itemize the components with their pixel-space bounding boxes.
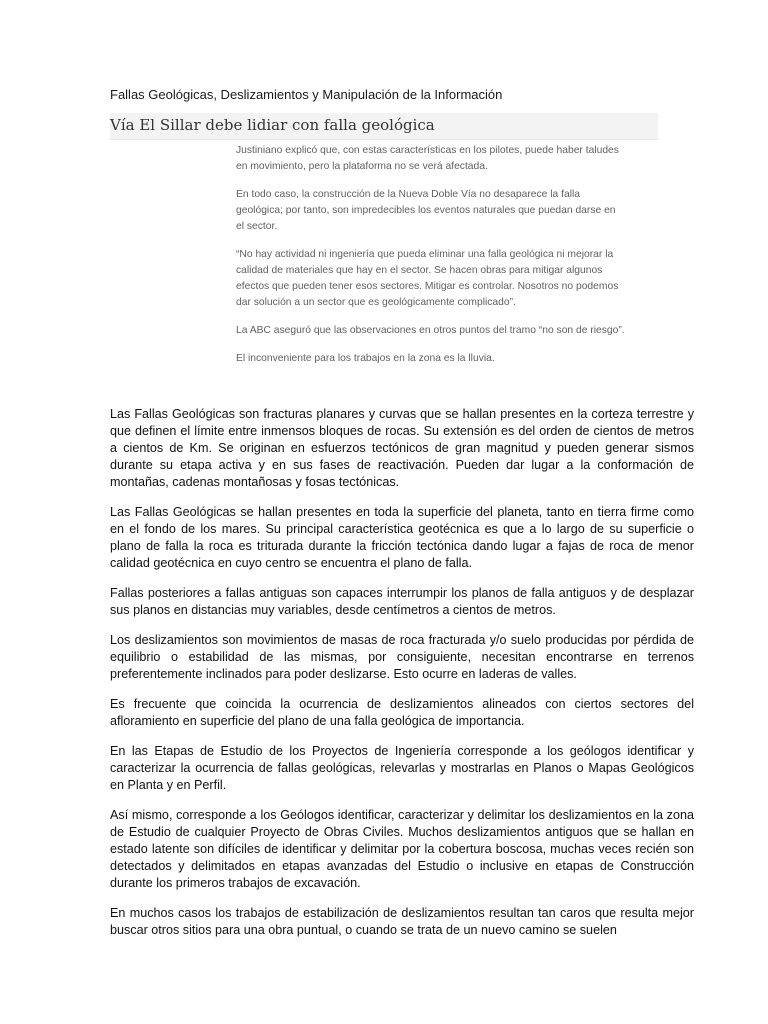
clipping-paragraph: En todo caso, la construcción de la Nueva Doble Vía no desaparece la falla geológica; por tanto, son impredecibles los eventos naturales que puedan darse en el sector. — [236, 189, 616, 232]
clipping-paragraph: “No hay actividad ni ingeniería que pueda eliminar una falla geológica ni mejorar la calidad de materiales que hay en el sector. Se hacen obras para mitigar algunos efectos que pueden tener esos sectores. Mitigar es controlar. Nosotros no podemos dar solución a un sector que es geológicamente complicado”. — [236, 249, 619, 308]
body-paragraph: En muchos casos los trabajos de estabilización de deslizamientos resultan tan caros que resulta mejor buscar otros sitios para una obra puntual, o cuando se trata de un nuevo camino se suelen — [110, 906, 694, 937]
document-body — [110, 406, 694, 952]
clipping-paragraph: La ABC aseguró que las observaciones en otros puntos del tramo “no son de riesgo”. — [236, 325, 625, 336]
body-paragraph: Las Fallas Geológicas son fracturas planares y curvas que se hallan presentes en la corteza terrestre y que definen el límite entre inmensos bloques de rocas. Su extensión es del orden de cientos de metros a cientos de Km. Se originan en esfuerzos tectónicos de gran magnitud y pueden generar sismos durante su etapa activa y en sus fases de reactivación. Pueden dar lugar a la conformación de montañas, cadenas montañosas y fosas tectónicas. — [110, 407, 694, 489]
clipping-paragraph: Justiniano explicó que, con estas características en los pilotes, puede haber taludes en movimiento, pero la plataforma no se verá afectada. — [236, 145, 619, 172]
body-paragraph: Fallas posteriores a fallas antiguas son capaces interrumpir los planos de falla antiguos y de desplazar sus planos en distancias muy variables, desde centímetros a cientos de metros. — [110, 586, 694, 617]
body-paragraph: En las Etapas de Estudio de los Proyectos de Ingeniería corresponde a los geólogos identificar y caracterizar la ocurrencia de fallas geológicas, relevarlas y mostrarlas en Planos o Mapas Geológicos en Planta y en Perfil. — [110, 744, 694, 792]
body-paragraph: Así mismo, corresponde a los Geólogos identificar, caracterizar y delimitar los deslizamientos en la zona de Estudio de cualquier Proyecto de Obras Civiles. Muchos deslizamientos antiguos que se hallan en estado latente son difíciles de identificar y delimitar por la cobertura boscosa, muchas veces recién son detectados y delimitados en etapas avanzadas del Estudio o inclusive en etapas de Construcción durante los primeros trabajos de excavación. — [110, 808, 694, 890]
clipping-paragraph: El inconveniente para los trabajos en la zona es la lluvia. — [236, 353, 495, 364]
clipping-headline: Vía El Sillar debe lidiar con falla geológica — [110, 116, 435, 134]
document-title: Fallas Geológicas, Deslizamientos y Manipulación de la Información — [110, 87, 503, 102]
news-clipping-image — [110, 113, 658, 375]
body-paragraph: Es frecuente que coincida la ocurrencia de deslizamientos alineados con ciertos sectores del afloramiento en superficie del plano de una falla geológica de importancia. — [110, 697, 694, 728]
body-paragraph: Los deslizamientos son movimientos de masas de roca fracturada y/o suelo producidas por pérdida de equilibrio o estabilidad de las mismas, por consiguiente, necesitan encontrarse en terrenos preferentemente inclinados para poder deslizarse. Esto ocurre en laderas de valles. — [110, 633, 694, 681]
body-paragraph: Las Fallas Geológicas se hallan presentes en toda la superficie del planeta, tanto en tierra firme como en el fondo de los mares. Su principal característica geotécnica es que a lo largo de su superficie o plano de falla la roca es triturada durante la fricción tectónica dando lugar a fajas de roca de menor calidad geotécnica en cuyo centro se encuentra el plano de falla. — [110, 505, 694, 570]
clipping-body — [236, 143, 626, 379]
clipping-header-bar — [110, 113, 658, 140]
